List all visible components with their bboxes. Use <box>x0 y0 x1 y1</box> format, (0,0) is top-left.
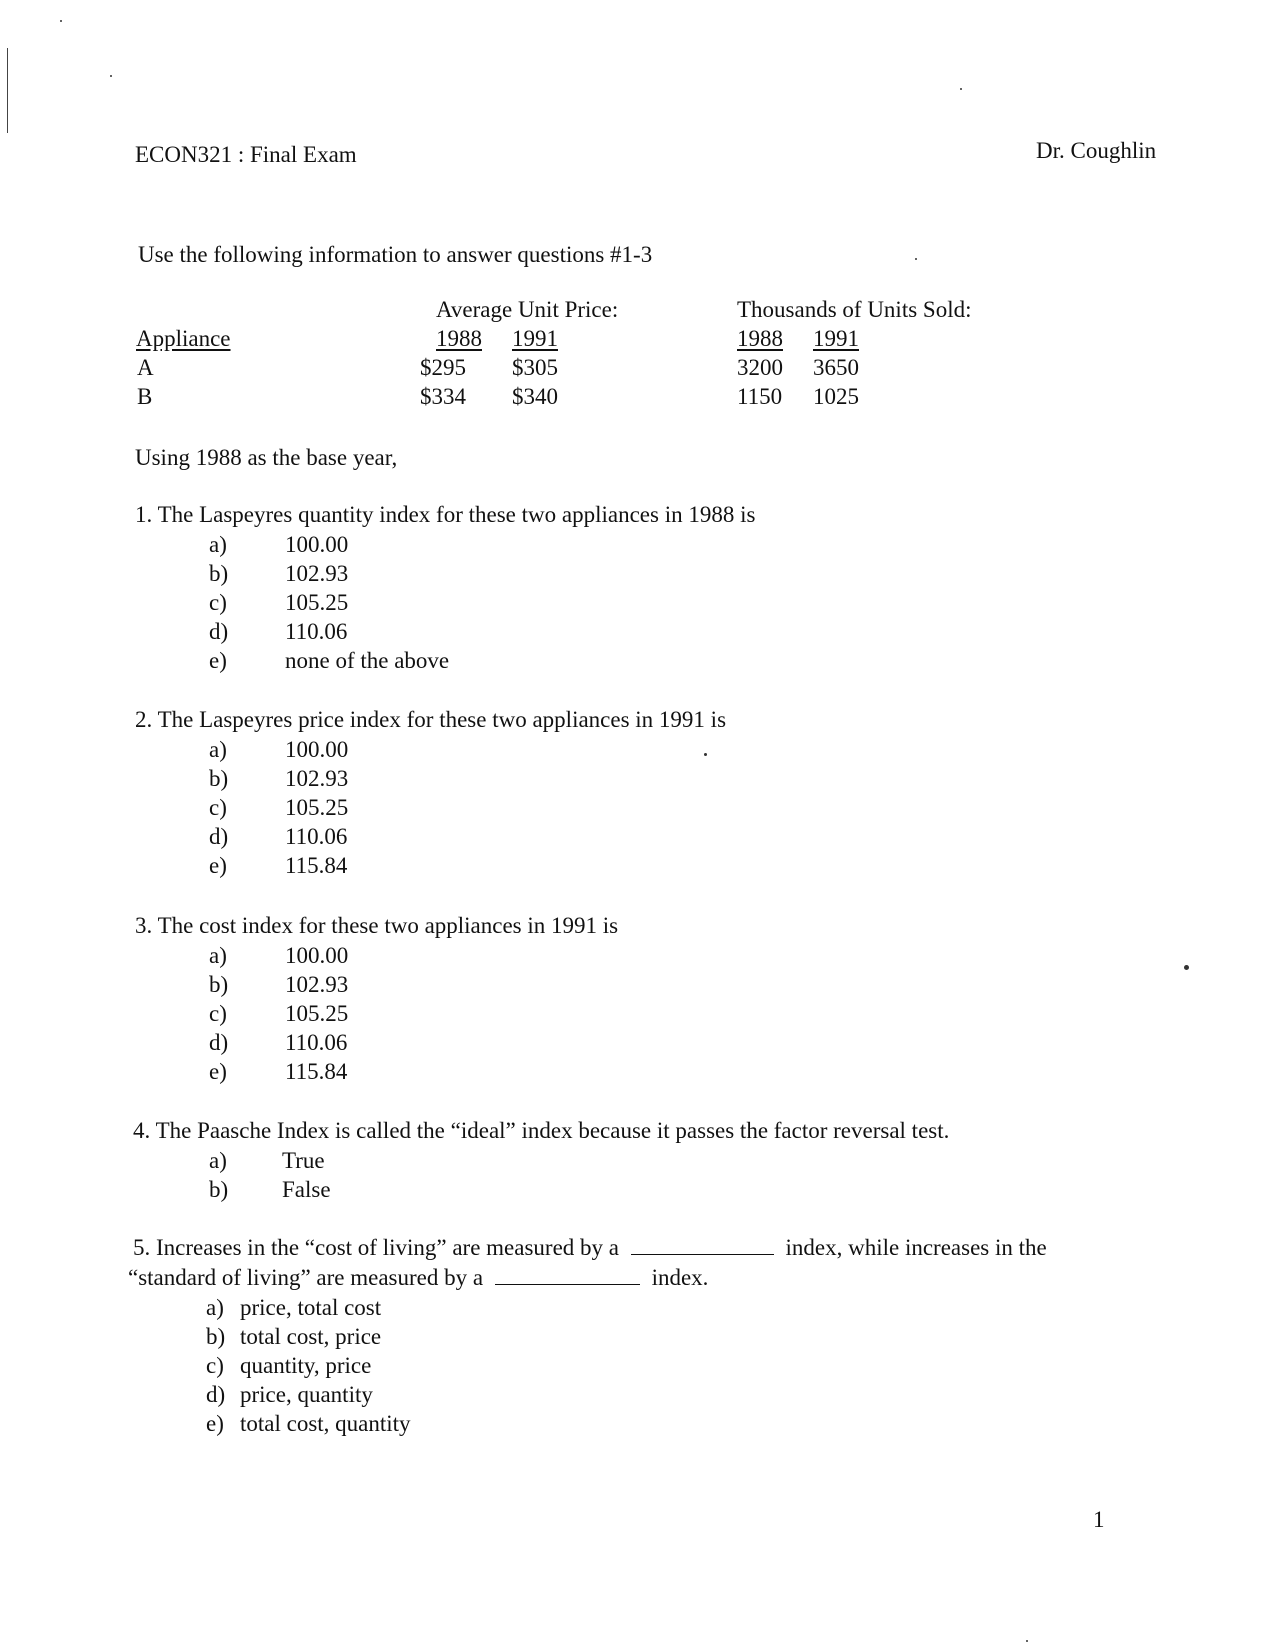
price-year-1988: 1988 <box>436 326 482 351</box>
scan-binder-mark <box>7 48 8 133</box>
option-letter: b) <box>209 766 229 791</box>
option-letter: d) <box>206 1382 226 1407</box>
scan-speck <box>1184 965 1189 970</box>
price-1991: $305 <box>512 355 558 380</box>
instructor-name: Dr. Coughlin <box>1036 138 1157 163</box>
option-letter: c) <box>209 590 227 615</box>
question-text: 4. The Paasche Index is called the “ideal” index because it passes the factor reversal test. <box>133 1118 950 1143</box>
appliance-name: A <box>137 355 154 380</box>
question-text-part: index. <box>651 1265 709 1290</box>
price-1988: $334 <box>420 384 466 409</box>
option-letter: a) <box>209 532 227 557</box>
option-text: 115.84 <box>285 853 348 878</box>
price-1991: $340 <box>512 384 558 409</box>
option-letter: e) <box>206 1411 224 1436</box>
option-text: True <box>282 1148 325 1173</box>
option-text: none of the above <box>285 648 450 673</box>
option-letter: d) <box>209 824 229 849</box>
option-letter: a) <box>206 1295 224 1320</box>
units-year-1988: 1988 <box>737 326 783 351</box>
scan-speck <box>915 258 917 260</box>
option-text: price, quantity <box>240 1382 373 1407</box>
option-text: total cost, quantity <box>240 1411 411 1436</box>
option-text: 100.00 <box>285 737 349 762</box>
course-title: ECON321 : Final Exam <box>135 142 357 167</box>
question-text-line-2 <box>128 1266 708 1289</box>
price-group-header: Average Unit Price: <box>436 297 619 322</box>
question-text-line-1 <box>133 1236 1047 1259</box>
question-text: 2. The Laspeyres price index for these two appliances in 1991 is <box>135 707 727 732</box>
option-letter: c) <box>209 1001 227 1026</box>
option-text: 105.25 <box>285 795 349 820</box>
option-letter: b) <box>209 1177 229 1202</box>
units-1991: 1025 <box>813 384 859 409</box>
units-year-1991: 1991 <box>813 326 859 351</box>
intro-text: Use the following information to answer questions #1-3 <box>138 242 653 267</box>
units-1991: 3650 <box>813 355 859 380</box>
page-number: 1 <box>1093 1507 1105 1532</box>
option-text: 110.06 <box>285 824 348 849</box>
option-text: total cost, price <box>240 1324 382 1349</box>
option-text: False <box>282 1177 331 1202</box>
option-letter: d) <box>209 1030 229 1055</box>
scan-speck <box>1026 1640 1028 1642</box>
option-letter: e) <box>209 648 227 673</box>
appliance-column-header: Appliance <box>136 326 231 351</box>
question-text-part: 5. Increases in the “cost of living” are measured by a <box>133 1235 619 1260</box>
appliance-name: B <box>137 384 153 409</box>
option-text: 115.84 <box>285 1059 348 1084</box>
option-text: 105.25 <box>285 590 349 615</box>
price-1988: $295 <box>420 355 466 380</box>
option-text: 105.25 <box>285 1001 349 1026</box>
option-letter: c) <box>209 795 227 820</box>
option-letter: b) <box>206 1324 226 1349</box>
question-text: 1. The Laspeyres quantity index for these two appliances in 1988 is <box>135 502 756 527</box>
units-group-header: Thousands of Units Sold: <box>737 297 972 322</box>
question-text: 3. The cost index for these two appliances in 1991 is <box>135 913 619 938</box>
units-1988: 1150 <box>737 384 783 409</box>
scan-speck <box>960 88 962 90</box>
option-text: 110.06 <box>285 1030 348 1055</box>
answer-blank <box>631 1236 774 1255</box>
option-letter: e) <box>209 853 227 878</box>
option-letter: c) <box>206 1353 224 1378</box>
option-letter: a) <box>209 737 227 762</box>
option-text: 102.93 <box>285 972 349 997</box>
option-letter: e) <box>209 1059 227 1084</box>
units-1988: 3200 <box>737 355 783 380</box>
option-text: 102.93 <box>285 766 349 791</box>
scan-speck <box>60 20 62 22</box>
option-letter: b) <box>209 561 229 586</box>
option-letter: a) <box>209 1148 227 1173</box>
option-text: 110.06 <box>285 619 348 644</box>
question-text-part: index, while increases in the <box>785 1235 1047 1260</box>
option-letter: b) <box>209 972 229 997</box>
option-letter: a) <box>209 943 227 968</box>
scan-speck <box>704 753 707 756</box>
scan-speck <box>110 75 112 77</box>
base-year-note: Using 1988 as the base year, <box>135 445 398 470</box>
option-text: quantity, price <box>240 1353 372 1378</box>
option-text: 100.00 <box>285 532 349 557</box>
answer-blank <box>495 1266 640 1285</box>
option-text: 102.93 <box>285 561 349 586</box>
option-text: price, total cost <box>240 1295 382 1320</box>
option-text: 100.00 <box>285 943 349 968</box>
option-letter: d) <box>209 619 229 644</box>
question-text-part: “standard of living” are measured by a <box>128 1265 484 1290</box>
price-year-1991: 1991 <box>512 326 558 351</box>
